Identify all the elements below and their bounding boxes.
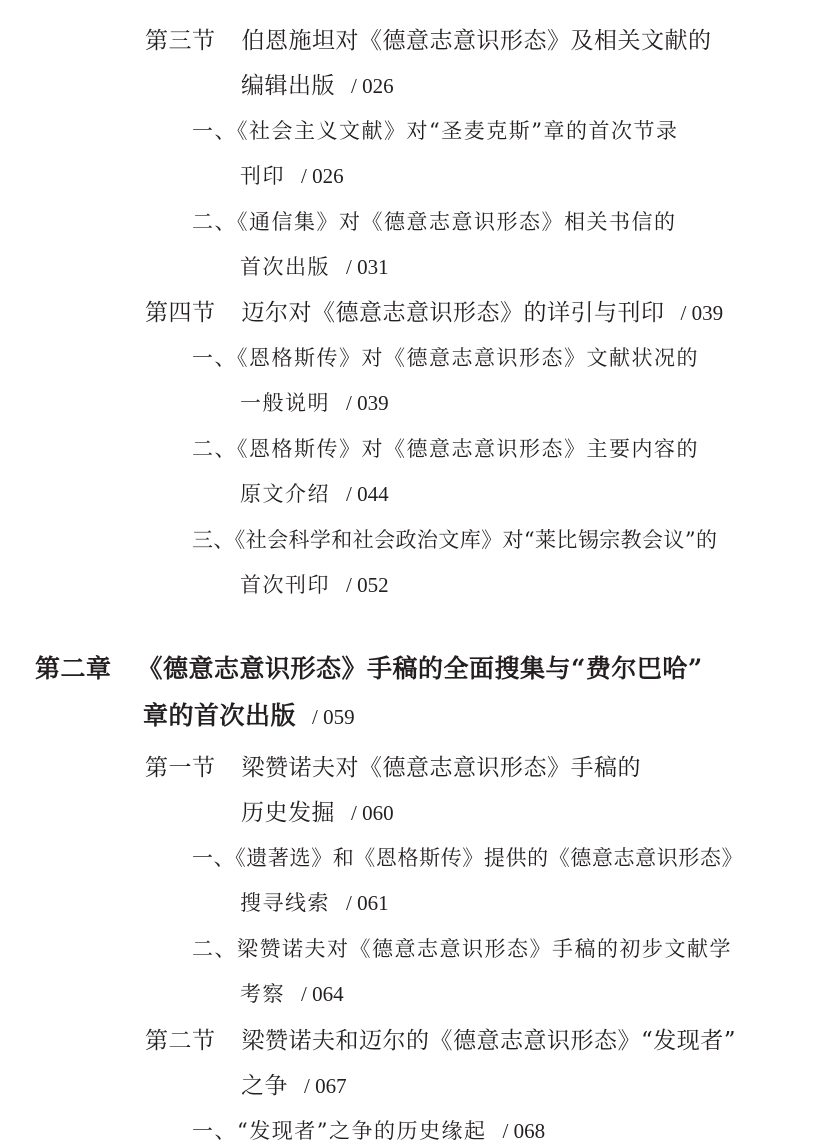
- toc-section-4: [145, 302, 723, 325]
- toc-section-3-cont: [241, 75, 394, 98]
- toc-item-4-3: [192, 530, 717, 551]
- page-number: / 059: [312, 705, 355, 729]
- section-title-cont: 编辑出版: [241, 73, 335, 99]
- item-title-cont: 考察: [240, 982, 285, 1006]
- toc-item-4-3-cont: [240, 575, 389, 596]
- toc-ch2-item-1-1-cont: [240, 893, 389, 914]
- page-number: / 064: [301, 982, 344, 1006]
- toc-item-4-1-cont: [240, 393, 389, 414]
- page-number: / 039: [346, 391, 389, 415]
- section-label: 第三节: [145, 28, 216, 54]
- toc-item-4-2: [192, 439, 699, 460]
- item-title-cont: 首次出版: [240, 255, 330, 279]
- section-label: 第四节: [145, 300, 216, 326]
- item-title: 二、《通信集》对《德意志意识形态》相关书信的: [192, 210, 677, 234]
- page-number: / 068: [502, 1119, 546, 1143]
- page-number: / 067: [304, 1074, 347, 1098]
- toc-item-3-2-cont: [240, 257, 389, 278]
- page-number: / 026: [301, 164, 344, 188]
- item-title-cont: 刊印: [240, 164, 285, 188]
- section-title-cont: 之争: [241, 1073, 288, 1099]
- page-number: / 044: [346, 482, 389, 506]
- toc-ch2-item-2-1: [192, 1121, 545, 1142]
- section-label: 第一节: [145, 755, 216, 781]
- toc-ch2-item-1-2: [192, 939, 732, 960]
- item-title: 一、《社会主义文献》对“圣麦克斯”章的首次节录: [192, 119, 679, 143]
- page-number: / 060: [351, 801, 394, 825]
- section-title: 梁赞诺夫对《德意志意识形态》手稿的: [241, 755, 641, 781]
- toc-ch2-section-2-cont: [241, 1075, 347, 1098]
- toc-chapter-2-cont: [143, 703, 355, 728]
- toc-item-4-1: [192, 348, 699, 369]
- toc-item-4-2-cont: [240, 484, 389, 505]
- toc-item-3-1: [192, 121, 678, 142]
- page-number: / 031: [346, 255, 389, 279]
- toc-chapter-2: [35, 656, 703, 681]
- page-number: / 026: [351, 74, 394, 98]
- toc-item-3-2: [192, 212, 677, 233]
- item-title-cont: 首次刊印: [240, 573, 330, 597]
- item-title-cont: 一般说明: [240, 391, 330, 415]
- item-title: 一、《遗著选》和《恩格斯传》提供的《德意志意识形态》: [192, 846, 744, 870]
- section-title: 迈尔对《德意志意识形态》的详引与刊印: [241, 300, 665, 326]
- page-number: / 052: [346, 573, 389, 597]
- toc-ch2-section-1: [145, 757, 641, 780]
- item-title: 二、《恩格斯传》对《德意志意识形态》主要内容的: [192, 437, 699, 461]
- item-title: 三、《社会科学和社会政治文库》对“莱比锡宗教会议”的: [192, 528, 718, 552]
- toc-item-3-1-cont: [240, 166, 344, 187]
- section-title-cont: 历史发掘: [241, 800, 335, 826]
- chapter-title-cont: 章的首次出版: [143, 701, 297, 730]
- section-title: 梁赞诺夫和迈尔的《德意志意识形态》“发现者”: [241, 1028, 737, 1054]
- item-title-cont: 搜寻线索: [240, 891, 330, 915]
- item-title: 二、梁赞诺夫对《德意志意识形态》手稿的初步文献学: [192, 937, 732, 961]
- page-number: / 039: [680, 301, 724, 325]
- toc-ch2-section-2: [145, 1030, 736, 1053]
- item-title: 一、《恩格斯传》对《德意志意识形态》文献状况的: [192, 346, 699, 370]
- section-title: 伯恩施坦对《德意志意识形态》及相关文献的: [241, 28, 712, 54]
- chapter-title: 《德意志意识形态》手稿的全面搜集与“费尔巴哈”: [137, 654, 703, 683]
- toc-ch2-item-1-2-cont: [240, 984, 344, 1005]
- chapter-label: 第二章: [35, 654, 112, 683]
- toc-ch2-section-1-cont: [241, 802, 394, 825]
- toc-section-3: [145, 30, 712, 53]
- item-title-cont: 原文介绍: [240, 482, 330, 506]
- section-label: 第二节: [145, 1028, 216, 1054]
- item-title: 一、“发现者”之争的历史缘起: [192, 1119, 487, 1143]
- toc-ch2-item-1-1: [192, 848, 743, 869]
- page-number: / 061: [346, 891, 389, 915]
